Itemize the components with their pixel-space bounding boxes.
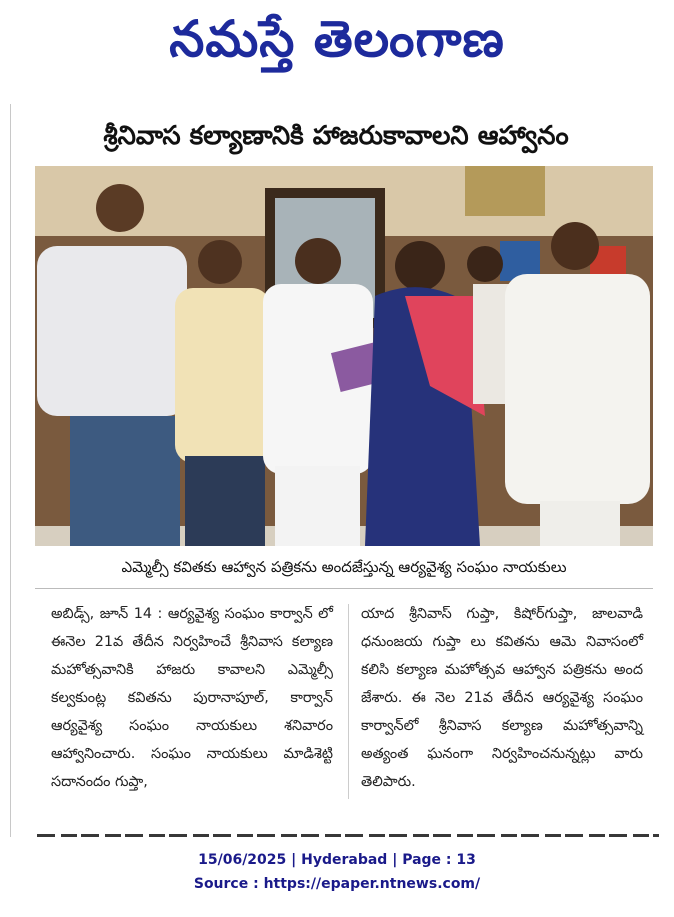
cut-off-next-headline [37,818,659,837]
page-footer [0,848,674,896]
newspaper-masthead [0,0,674,80]
award-frame [465,166,545,216]
article-body-text-2: యాద శ్రీనివాస్ గుప్తా, కిషోర్‌గుప్తా, జాలవాడి ధనుంజయ గుప్తా లు కవితను ఆమె నివాసంలో కలిసి కల్యాణ మహోత్సవ ఆహ్వాన పత్రికను అంద జేశారు. ఈ నెల 21వ తేదీన ఆర్యవైశ్య సంఘం కార్వాన్‌లో శ్రీనివాస కల్యాణ మహోత్సవాన్ని అత్యంత ఘనంగా నిర్వహించనున్నట్లు వారు తెలిపారు. [361,606,643,790]
footer-source-line: Source : https://epaper.ntnews.com/ [193,876,481,892]
column-divider [348,604,349,799]
news-clipping [10,104,659,837]
footer-date-line: 15/06/2025 | Hyderabad | Page : 13 [198,852,476,868]
group-photo-illustration [35,166,653,546]
photo-caption: ఎమ్మెల్సీ కవితకు ఆహ్వాన పత్రికను అందజేస్తున్న ఆర్యవైశ్య సంఘం నాయకులు [121,558,567,576]
article-photo [35,166,653,546]
caption-rule [35,588,653,589]
article-column-1 [51,600,333,796]
masthead-title: నమస్తే తెలంగాణ [169,10,505,68]
article-headline: శ్రీనివాస కల్యాణానికి హాజరుకావాలని ఆహ్వానం [103,121,569,151]
article-column-2 [361,600,643,796]
article-body-text-1: అబిడ్స్, జూన్ 14 : ఆర్యవైశ్య సంఘం కార్వాన్ లో ఈనెల 21వ తేదీన నిర్వహించే శ్రీనివాస కల్యాణ మహోత్సవానికి హాజరు కావాలని ఎమ్మెల్సీ కల్వకుంట్ల కవితను పురానాపూల్, కార్వాన్ ఆర్యవైశ్య సంఘం నాయకులు శనివారం ఆహ్వానించారు. సంఘం నాయకులు మాడిశెట్టి సదానందం గుప్తా, [51,606,333,790]
